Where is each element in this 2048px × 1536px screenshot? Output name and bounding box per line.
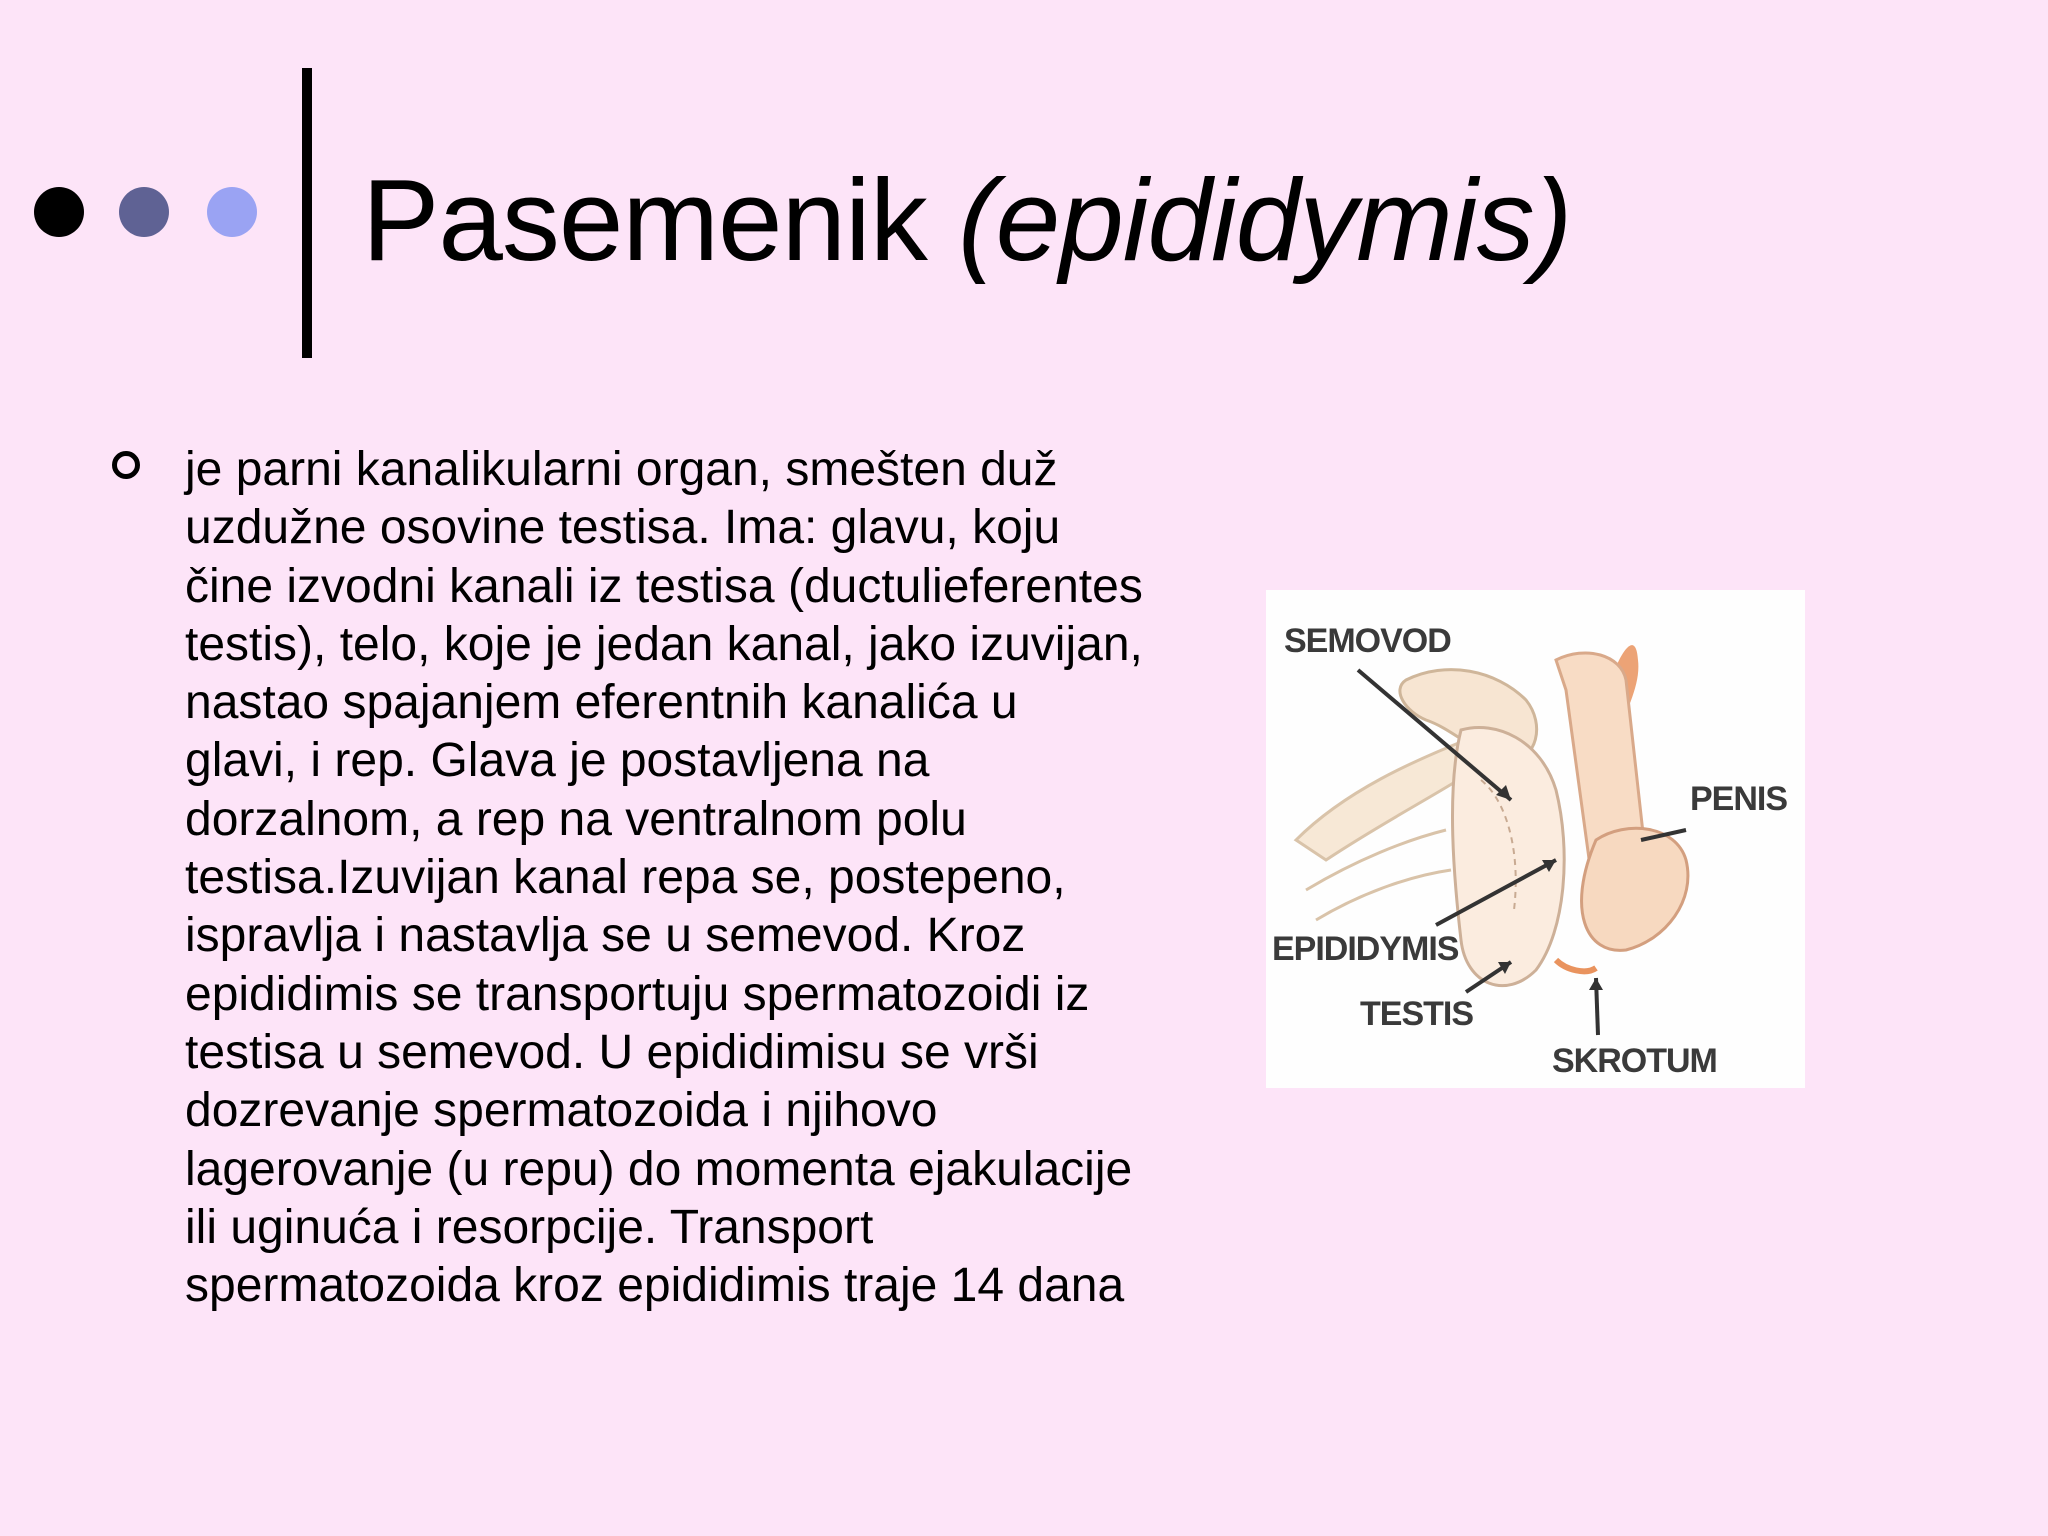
text-line: glavi, i rep. Glava je postavljena na xyxy=(185,734,930,788)
slide-title xyxy=(362,150,1571,290)
text-line: dorzalnom, a rep na ventralnom polu xyxy=(185,792,967,846)
text-line: testisa.Izuvijan kanal repa se, postepeno, xyxy=(185,851,1066,905)
bullet-ring-icon xyxy=(112,451,140,479)
text-line: ispravlja i nastavlja se u semevod. Kroz xyxy=(185,909,1026,963)
bullet-text xyxy=(185,441,1265,1315)
label-epididymis: EPIDIDYMIS xyxy=(1272,930,1459,968)
title-divider xyxy=(302,68,312,358)
text-line: ili uginuća i resorpcije. Transport xyxy=(185,1200,874,1254)
text-line: dozrevanje spermatozoida i njihovo xyxy=(185,1084,938,1138)
anatomy-figure xyxy=(1266,590,1805,1088)
decorative-dot-black xyxy=(34,187,84,237)
decorative-dot-slate xyxy=(119,187,169,237)
decorative-dot-lavender xyxy=(207,187,257,237)
text-line: spermatozoida kroz epididimis traje 14 dana xyxy=(185,1259,1125,1313)
label-semovod: SEMOVOD xyxy=(1284,622,1451,660)
label-testis: TESTIS xyxy=(1360,995,1474,1033)
text-line: testis), telo, koje je jedan kanal, jako izuvijan, xyxy=(185,617,1143,671)
title-main: Pasemenik xyxy=(362,155,927,285)
text-line: nastao spajanjem eferentnih kanalića u xyxy=(185,676,1018,730)
text-line: uzdužne osovine testisa. Ima: glavu, koju xyxy=(185,501,1061,555)
label-skrotum: SKROTUM xyxy=(1552,1042,1717,1080)
text-line: lagerovanje (u repu) do momenta ejakulacije xyxy=(185,1142,1133,1196)
text-line: epididimis se transportuju spermatozoidi iz xyxy=(185,967,1090,1021)
anatomy-illustration xyxy=(1266,590,1805,1088)
text-line: testisa u semevod. U epididimisu se vrši xyxy=(185,1025,1039,1079)
title-latin: (epididymis) xyxy=(958,155,1572,285)
label-penis: PENIS xyxy=(1690,780,1788,818)
text-line: čine izvodni kanali iz testisa (ductulieferentes xyxy=(185,559,1143,613)
text-line: je parni kanalikularni organ, smešten duž xyxy=(185,443,1058,496)
